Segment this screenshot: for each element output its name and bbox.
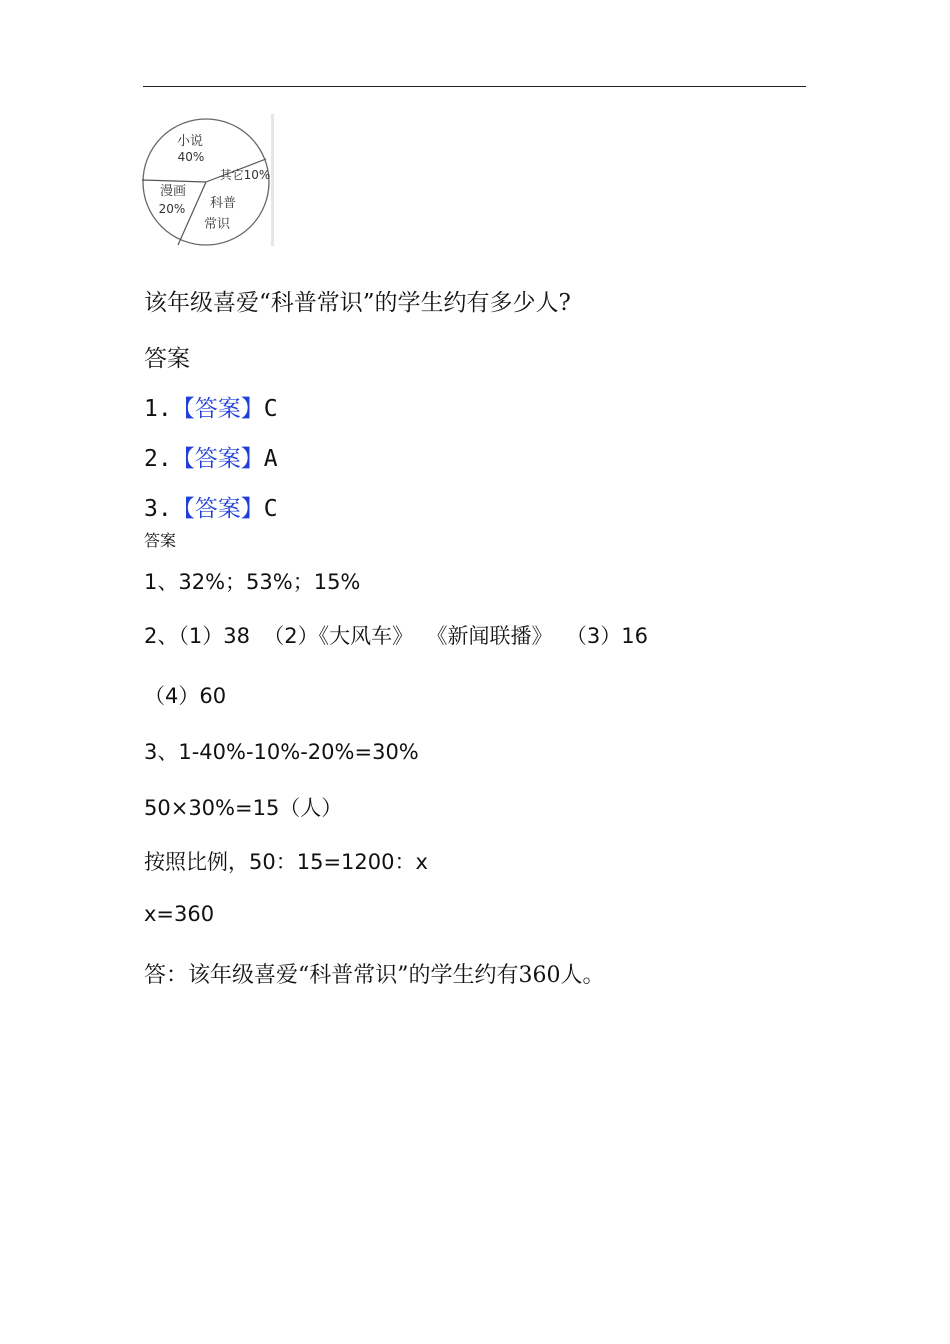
solution-3-step4: x=360 bbox=[144, 902, 215, 926]
question-text: 该年级喜爱“科普常识”的学生约有多少人? bbox=[144, 290, 571, 316]
slice-label-science-1: 科普 bbox=[209, 196, 237, 211]
answer-tag: 【答案】 bbox=[171, 396, 264, 422]
solution-3-step3: 按照比例，50：15=1200：x bbox=[144, 850, 428, 874]
chart-edge bbox=[271, 114, 274, 246]
pie-chart bbox=[140, 114, 280, 250]
slice-label-novel: 小说 bbox=[176, 134, 204, 149]
choice-num: 3. bbox=[144, 496, 172, 522]
solution-3-step1: 3、1-40%-10%-20%=30% bbox=[144, 740, 419, 764]
answer-tag: 【答案】 bbox=[171, 446, 264, 472]
solution-2: 2、（1）38 （2）《大风车》 《新闻联播》 （3）16 bbox=[144, 624, 648, 648]
solution-3-step2: 50×30%=15（人） bbox=[144, 796, 343, 820]
slice-pct-novel: 40% bbox=[177, 150, 205, 164]
choice-num: 2. bbox=[144, 446, 172, 472]
header-rule bbox=[143, 86, 806, 87]
choice-value: C bbox=[263, 396, 278, 422]
solution-3-conclusion: 答：该年级喜爱“科普常识”的学生约有360人。 bbox=[144, 963, 605, 988]
answer-tag: 【答案】 bbox=[171, 496, 264, 522]
slice-label-comic: 漫画 bbox=[159, 184, 187, 199]
solution-2-part4: （4）60 bbox=[144, 684, 227, 708]
choice-answer-3 bbox=[144, 490, 278, 523]
solution-1: 1、32%；53%；15% bbox=[144, 570, 361, 594]
choice-num: 1. bbox=[144, 396, 172, 422]
choice-answer-1 bbox=[144, 390, 278, 423]
choice-value: A bbox=[263, 446, 278, 472]
choice-answer-2 bbox=[144, 440, 278, 473]
slice-pct-comic: 20% bbox=[158, 202, 186, 216]
answer-heading: 答案 bbox=[144, 346, 190, 372]
slice-label-science-2: 常识 bbox=[203, 217, 231, 232]
choice-value: C bbox=[263, 496, 278, 522]
answer-heading-2: 答案 bbox=[144, 531, 177, 550]
slice-label-other: 其它10% bbox=[219, 168, 271, 182]
